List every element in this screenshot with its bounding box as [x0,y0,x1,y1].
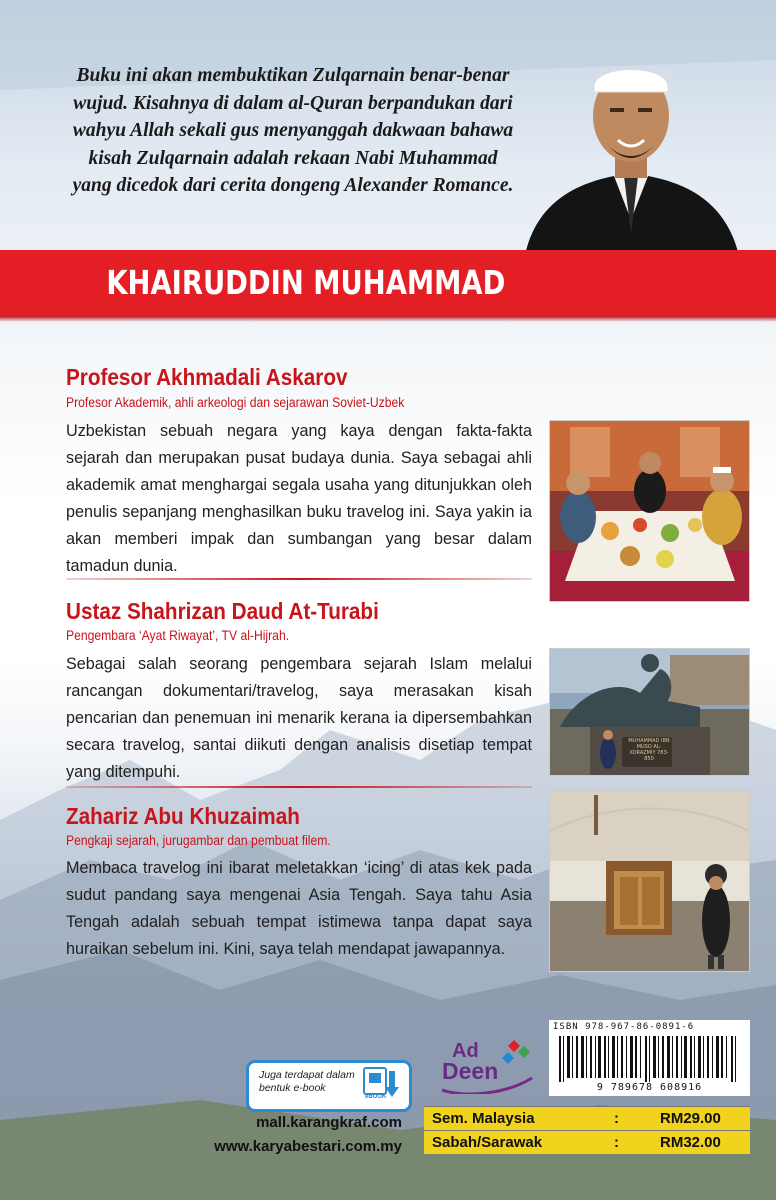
barcode-number: 9 789678 608916 [596,1082,703,1093]
barcode-icon [559,1036,740,1082]
price-amount: RM29.00 [660,1110,721,1127]
price-row [424,1130,750,1154]
ebook-badge-text: Juga terdapat dalam bentuk e-book [259,1069,355,1094]
price-separator: : [614,1110,619,1127]
logo-ad: Ad [452,1040,479,1062]
back-cover-blurb: Buku ini akan membuktikan Zulqarnain benar-benar wujud. Kisahnya di dalam al-Quran berpandukan dari wahyu Allah sekali gus menyanggah dakwaan bahawa kisah Zulqarnain adalah rekaan Nabi Muhammad yang dicedok dari cerita dongeng Alexander Romance. [72,65,514,196]
price-region: Sabah/Sarawak [432,1134,543,1151]
ebook-badge [246,1060,412,1112]
url-link[interactable]: mall.karangkraf.com [256,1114,402,1131]
price-region: Sem. Malaysia [432,1110,535,1127]
url-link[interactable]: www.karyabestari.com.my [214,1138,402,1155]
isbn-label: ISBN 978-967-86-0891-6 [553,1022,695,1032]
publisher-logo [436,1034,546,1094]
testimonial-name: Profesor Akhmadali Askarov [66,364,348,390]
author-name: KHAIRUDDIN MUHAMMAD [106,263,506,302]
testimonial-text: Membaca travelog ini ibarat meletakkan ‘icing’ di atas kek pada sudut pandang saya mengenai Asia Tengah. Saya tahu Asia Tengah adalah sebuah tempat istimewa tanpa dapat saya huraikan sebelum ini. Kini, saya telah mendapat jawapannya. [66,859,532,958]
testimonial-name: Ustaz Shahrizan Daud At-Turabi [66,598,379,624]
yurt-photo [549,790,750,972]
testimonial-role: Pengkaji sejarah, jurugambar dan pembuat filem. [66,833,331,848]
author-portrait [514,44,748,260]
section-divider [66,786,532,788]
testimonial-text: Uzbekistan sebuah negara yang kaya dengan fakta-fakta sejarah dan merupakan pusat budaya dunia. Saya sebagai ahli akademik amat menghargai segala usaha yang ditunjukkan oleh penulis sepanjang menghasilkan buku travelog ini. Saya yakin ia akan memberi impak dan sumbangan yang besar dalam tamadun dunia. [66,422,532,575]
price-row [424,1106,750,1130]
testimonial-role: Pengembara ‘Ayat Riwayat’, TV al-Hijrah. [66,628,290,643]
statue-plaque-text: MUHAMMAD IBN MUSO AL-XORAZMIY 783-850 [628,738,670,762]
ebook-brand-label: eBOOK [365,1094,387,1100]
logo-deen: Deen [442,1058,499,1084]
section-divider [66,578,532,580]
testimonial-role: Profesor Akademik, ahli arkeologi dan sejarawan Soviet-Uzbek [66,395,405,410]
isbn-barcode [549,1020,750,1096]
price-separator: : [614,1134,619,1151]
banner-shadow [0,316,776,322]
dinner-photo [549,420,750,602]
testimonial-name: Zahariz Abu Khuzaimah [66,803,300,829]
statue-photo [549,648,750,776]
price-amount: RM32.00 [660,1134,721,1151]
testimonial-text: Sebagai salah seorang pengembara sejarah Islam melalui rancangan dokumentari/travelog, saya merasakan kisah pencarian dan penemuan ini menarik kerana ia dipersembahkan secara travelog, santai diikuti dengan analisis disetiap tempat yang ditempuhi. [66,655,532,781]
